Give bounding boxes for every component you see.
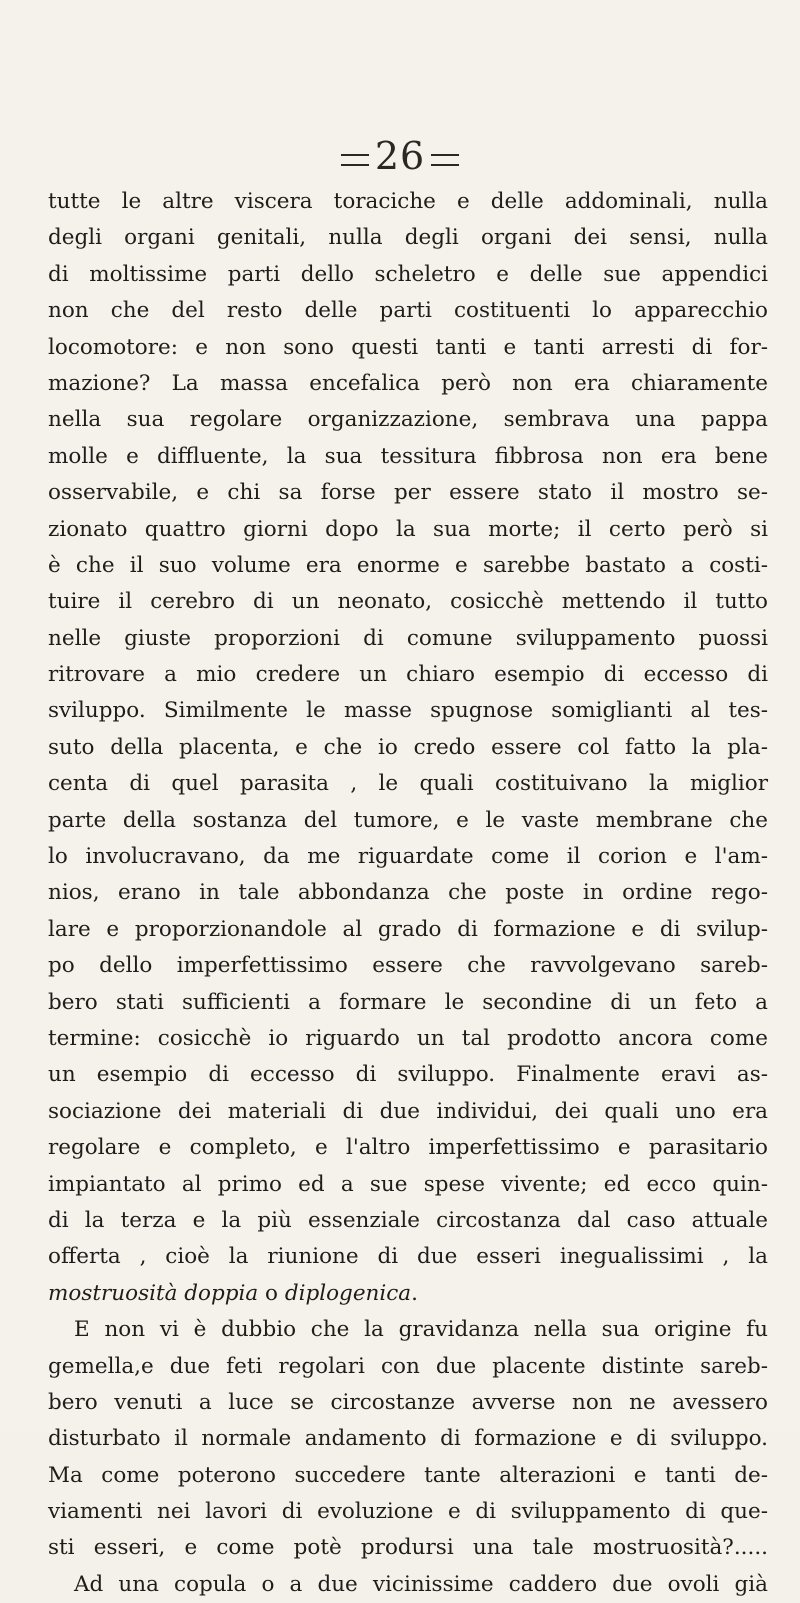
text-line: offerta , cioè la riunione di due esseri inegualissimi , la <box>48 1244 768 1270</box>
text-line: Ad una copula o a due vicinissime caddero due ovoli già <box>74 1571 768 1597</box>
text-line: bero venuti a luce se circostanze avverse non ne avessero <box>48 1389 768 1415</box>
text-line: suto della placenta, e che io credo essere col fatto la pla- <box>48 734 768 760</box>
text-line: osservabile, e chi sa forse per essere stato il mostro se- <box>48 480 768 506</box>
text-line: impiantato al primo ed a sue spese vivente; ed ecco quin- <box>48 1171 768 1197</box>
text-line: termine: cosicchè io riguardo un tal prodotto ancora come <box>48 1025 768 1051</box>
text-line: centa di quel parasita , le quali costituivano la miglior <box>48 771 768 797</box>
text-line: E non vi è dubbio che la gravidanza nella sua origine fu <box>74 1317 768 1343</box>
page-number-text: 26 <box>374 134 426 178</box>
text-line: viamenti nei lavori di evoluzione e di sviluppamento di que- <box>48 1499 768 1525</box>
text-line: bero stati sufficienti a formare le secondine di un feto a <box>48 989 768 1015</box>
text-line: po dello imperfettissimo essere che ravvolgevano sareb- <box>48 953 768 979</box>
italic-term: diplogenica <box>284 1280 412 1306</box>
italic-term: mostruosità doppia <box>48 1280 259 1306</box>
text-line: locomotore: e non sono questi tanti e tanti arresti di for- <box>48 334 768 360</box>
body-text <box>48 184 768 1603</box>
ornament-right <box>431 154 459 166</box>
text-line: è che il suo volume era enorme e sarebbe bastato a costi- <box>48 552 768 578</box>
text-line: mazione? La massa encefalica però non era chiaramente <box>48 370 768 396</box>
conjunction-text: o <box>258 1280 285 1306</box>
text-line: zionato quattro giorni dopo la sua morte; il certo però si <box>48 516 768 542</box>
text-line: non che del resto delle parti costituenti lo apparecchio <box>48 298 768 324</box>
text-line: di moltissime parti dello scheletro e delle sue appendici <box>48 261 768 287</box>
text-line: tuire il cerebro di un neonato, cosicchè mettendo il tutto <box>48 589 768 615</box>
text-line: nelle giuste proporzioni di comune sviluppamento puossi <box>48 625 768 651</box>
text-line: gemella,e due feti regolari con due placente distinte sareb- <box>48 1353 768 1379</box>
text-line: molle e diffluente, la sua tessitura fibbrosa non era bene <box>48 443 768 469</box>
text-line: tutte le altre viscera toraciche e delle addominali, nulla <box>48 189 768 214</box>
text-line: sviluppo. Similmente le masse spugnose somiglianti al tes- <box>48 698 768 724</box>
text-line: sti esseri, e come potè prodursi una tale mostruosità?..... <box>48 1535 768 1561</box>
text-line: nios, erano in tale abbondanza che poste in ordine rego- <box>48 880 768 906</box>
text-line: sociazione dei materiali di due individui, dei quali uno era <box>48 1098 768 1124</box>
text-line: regolare e completo, e l'altro imperfettissimo e parasitario <box>48 1135 768 1161</box>
text-line: lo involucravano, da me riguardate come il corion e l'am- <box>48 844 768 870</box>
page-number <box>0 136 800 176</box>
text-line: Ma come poterono succedere tante alterazioni e tanti de- <box>48 1462 768 1488</box>
text-line: un esempio di eccesso di sviluppo. Finalmente eravi as- <box>48 1062 768 1088</box>
text-line: nella sua regolare organizzazione, sembrava una pappa <box>48 407 768 433</box>
text-line-emphasis <box>48 1276 768 1312</box>
text-line: di la terza e la più essenziale circostanza dal caso attuale <box>48 1207 768 1233</box>
text-line: disturbato il normale andamento di formazione e di sviluppo. <box>48 1426 768 1452</box>
text-line: degli organi genitali, nulla degli organi dei sensi, nulla <box>48 225 768 251</box>
text-line: ritrovare a mio credere un chiaro esempio di eccesso di <box>48 662 768 688</box>
text-line: parte della sostanza del tumore, e le vaste membrane che <box>48 807 768 833</box>
period-text: . <box>411 1280 418 1306</box>
ornament-left <box>341 154 369 166</box>
text-line: lare e proporzionandole al grado di formazione e di svilup- <box>48 916 768 942</box>
